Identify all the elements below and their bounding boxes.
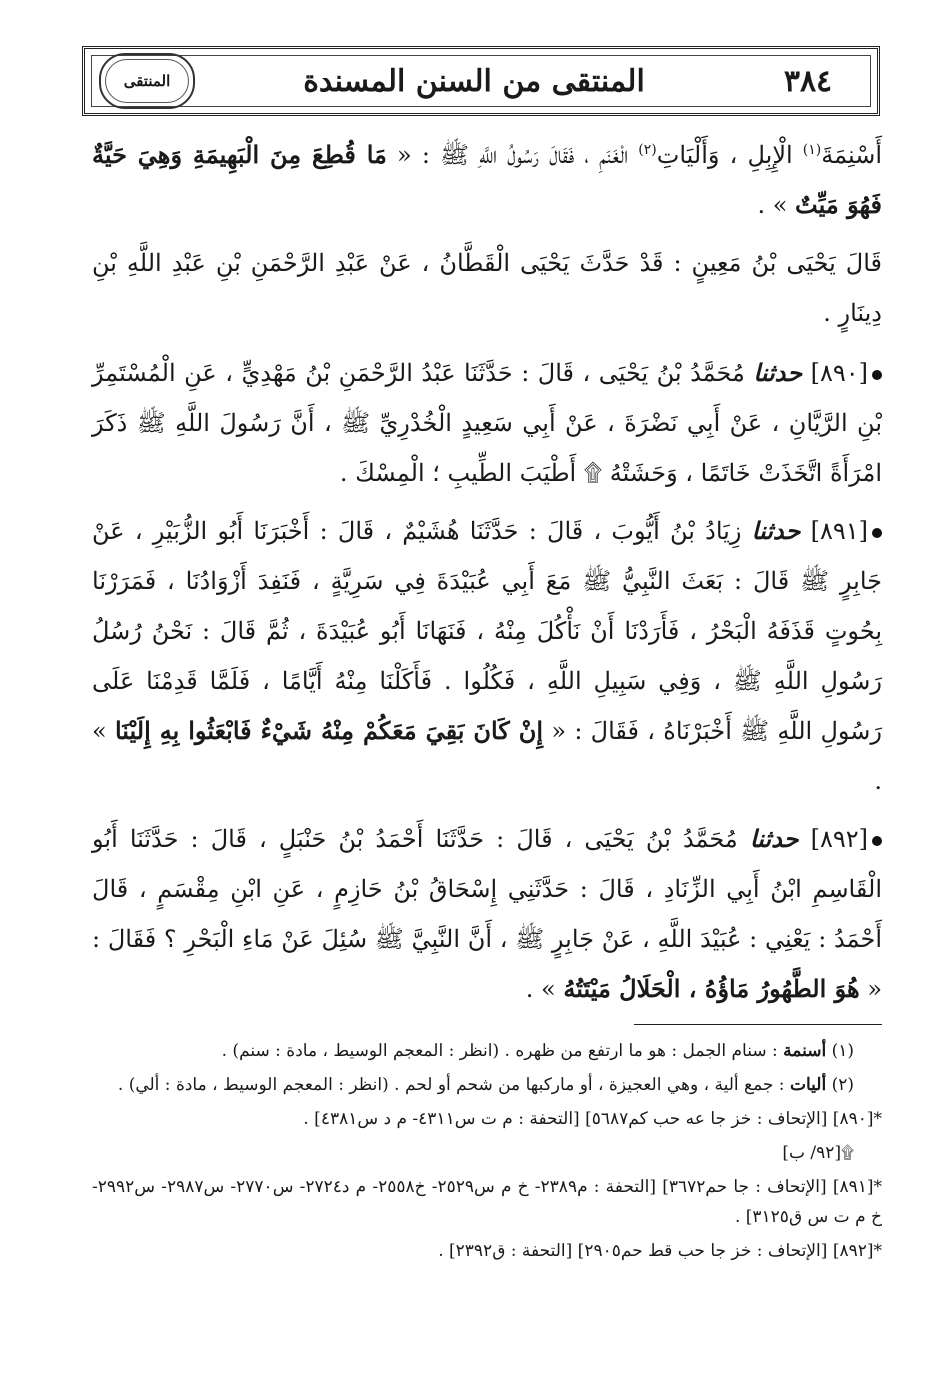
main-text [92,130,882,1022]
haddathana-label: حدثنا [751,516,801,545]
footnote-text: : جمع ألية ، وهي العجيزة ، أو ماركبها من شحم أو لحم . (انظر : المعجم الوسيط ، مادة : ألي) . [117,1075,785,1095]
footnote-2 [92,1070,882,1100]
hadith-number: [٨٩٠] [810,359,868,387]
page-number: ٣٨٤ [783,63,833,99]
narrator-note: قَالَ يَحْيَى بْنُ مَعِينٍ : قَدْ حَدَّثَ يَحْيَى الْقَطَّانُ ، عَنْ عَبْدِ الرَّحْمَنِ بْنِ عَبْدِ اللَّهِ بْنِ دِينَارٍ . [92,249,882,327]
book-seal [99,53,195,109]
haddathana-label: حدثنا [749,824,799,853]
seal-frame [105,59,189,103]
text-segment: الْإِبِلِ ، وَأَلْيَاتِ [656,141,803,169]
footnotes [92,1036,882,1270]
takhrij-891: *[٨٩١] [الإتحاف : جا حم٣٦٧٢] [التحفة : م٢٣٨٩- خ م س٢٥٢٩- خ٢٥٥٨- م د٢٧٢٤- س٢٧٧٠- س٢٩٨٧- س٢٩٩٢- خ م ت س ق٣١٢٥] . [92,1177,883,1227]
footnote-divider [634,1024,882,1025]
text-segment: » . [92,717,882,795]
hadith-891 [92,506,882,806]
text-segment: » . [757,191,796,219]
hadith-number: [٨٩٢] [810,825,868,853]
footnote-number: (٢) [831,1075,854,1095]
manuscript-marker: ۩[٩٢/ ب] [782,1143,854,1163]
prophetic-quote: هُوَ الطَّهُورُ مَاؤُهُ ، الْحَلَالُ مَيْتَتُهُ [563,974,860,1003]
bullet-icon [872,836,882,846]
footnote-ref-1[interactable]: (١) [802,142,822,158]
bullet-icon [872,528,882,538]
seal-text: المنتقى [123,72,171,90]
footnote-1 [92,1036,882,1066]
text-segment: أَسْنِمَةَ [821,141,883,169]
footnote-term: أليات [789,1075,827,1095]
footnote-number: (١) [831,1041,854,1061]
footnote-text: : سنام الجمل : هو ما ارتفع من ظهره . (انظر : المعجم الوسيط ، مادة : سنم) . [221,1041,778,1061]
text-segment: الْغَنَمِ ، فَقَالَ رَسُولُ اللَّهِ ﷺ : « [386,141,639,169]
continued-paragraph [92,130,882,230]
hadith-892 [92,814,882,1014]
footnote-term: أسنمة [783,1041,827,1061]
bullet-icon [872,370,882,380]
footnote-ref-2[interactable]: (٢) [638,142,657,158]
prophetic-quote: مَا قُطِعَ مِنَ الْبَهِيمَةِ وَهِيَ حَيَّةٌ فَهُوَ مَيِّتٌ [92,140,882,219]
hadith-890 [92,348,882,498]
hadith-text: زِيَادُ بْنُ أَيُّوبَ ، قَالَ : حَدَّثَنَا هُشَيْمٌ ، قَالَ : أَخْبَرَنَا أَبُو الزُّبَيْرِ ، عَنْ جَابِرٍ ﷺ قَالَ : بَعَثَ النَّبِيُّ ﷺ مَعَ أَبِي عُبَيْدَةَ فِي سَرِيَّةٍ ، فَنَفِدَ أَزْوَادُنَا ، فَمَرَرْنَا بِحُوتٍ قَذَفَهُ الْبَحْرُ ، فَأَرَدْنَا أَنْ نَأْكُلَ مِنْهُ ، فَنَهَانَا أَبُو عُبَيْدَةَ ، ثُمَّ قَالَ : نَحْنُ رُسُلُ رَسُولِ اللَّهِ ﷺ ، وَفِي سَبِيلِ اللَّهِ ، فَكُلُوا . فَأَكَلْنَا مِنْهُ أَيَّامًا ، فَلَمَّا قَدِمْنَا عَلَى رَسُولِ اللَّهِ ﷺ أَخْبَرْنَاهُ ، فَقَالَ : « [92,517,882,745]
hadith-number: [٨٩١] [810,517,868,545]
prophetic-quote: إِنْ كَانَ بَقِيَ مَعَكُمْ مِنْهُ شَيْءٌ فَابْعَثُوا بِهِ إِلَيْنَا [114,716,544,745]
text-segment: » . [525,975,564,1003]
takhrij-892: *[٨٩٢] [الإتحاف : خز جا حب قط حم٢٩٠٥] [التحفة : ق٢٣٩٢] . [438,1241,882,1261]
hadith-text: مُحَمَّدُ بْنُ يَحْيَى ، قَالَ : حَدَّثَنَا عَبْدُ الرَّحْمَنِ بْنُ مَهْدِيٍّ ، عَنِ الْمُسْتَمِرِّ بْنِ الرَّيَّانِ ، عَنْ أَبِي نَضْرَةَ ، عَنْ أَبِي سَعِيدٍ الْخُدْرِيِّ ﷺ ، أَنَّ رَسُولَ اللَّهِ ﷺ ذَكَرَ امْرَأَةً اتَّخَذَتْ خَاتَمًا ، وَحَشَتْهُ ۩ أَطْيَبَ الطِّيبِ ؛ الْمِسْكَ . [92,359,883,487]
page-header [82,46,880,116]
haddathana-label: حدثنا [753,358,803,387]
book-title: المنتقى من السنن المسندة [303,63,645,99]
hadith-text: مُحَمَّدُ بْنُ يَحْيَى ، قَالَ : حَدَّثَنَا أَحْمَدُ بْنُ حَنْبَلٍ ، قَالَ : حَدَّثَنَا أَبُو الْقَاسِمِ ابْنُ أَبِي الزِّنَادِ ، قَالَ : حَدَّثَنِي إِسْحَاقُ بْنُ حَازِمٍ ، عَنِ ابْنِ مِقْسَمٍ ، قَالَ أَحْمَدُ : يَعْنِي : عُبَيْدَ اللَّهِ ، عَنْ جَابِرٍ ﷺ ، أَنَّ النَّبِيَّ ﷺ سُئِلَ عَنْ مَاءِ الْبَحْرِ ؟ فَقَالَ : « [92,825,882,1003]
takhrij-890: *[٨٩٠] [الإتحاف : خز جا عه حب كم٥٦٨٧] [التحفة : م ت س٤٣١١- م د س٤٣٨١] . [303,1109,882,1129]
